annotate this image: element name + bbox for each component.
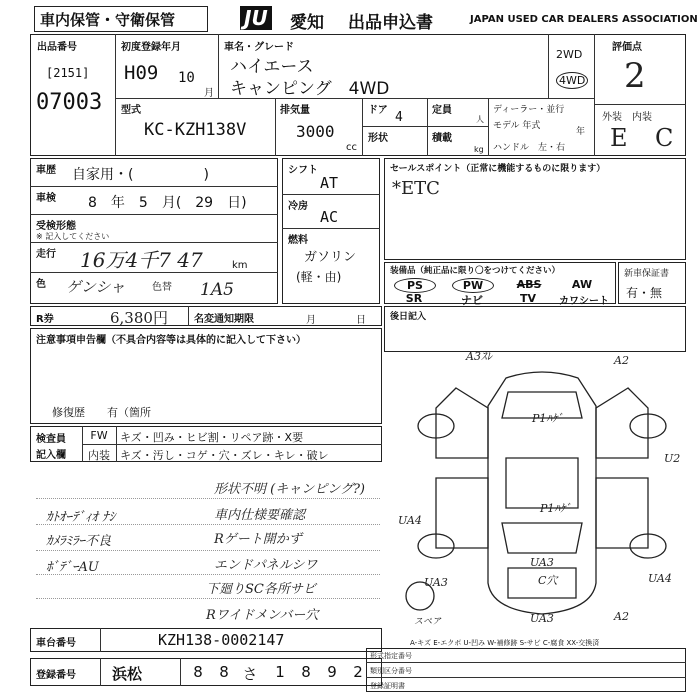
mark-ua4-right: UA4 [648,572,672,585]
mileage-value: 16万4千7 47 [80,248,203,272]
model-value: KC-KZH138V [144,120,247,140]
equip-ps: PS [394,278,436,293]
inspection-label: 車検 [36,193,56,204]
capacity-label: 定員 [432,105,452,116]
selling-label: セールスポイント（正常に機能するものに限ります） [390,164,606,174]
reception-note: ※ 記入してください [36,232,110,241]
plate-digit-5: 9 [327,663,337,681]
equip-tv: TV [519,292,537,305]
inspection-value: 8 年 5 月( 29 日) [88,195,247,211]
color-label: 色 [36,279,46,290]
mark-c-hole: C穴 [538,574,558,587]
car-name-line2: キャンピング 4WD [230,79,390,99]
remark-right-1: 形状不明 (キャンピング?) [214,482,365,497]
dealer-parallel: ディーラー・並行 [493,105,565,115]
mark-p1-top: P1ﾊｹﾞ [532,412,563,425]
ac-value: AC [320,208,339,226]
shift-value: AT [320,174,339,192]
ext-int-label: 外装 内装 [602,112,652,123]
plate-digit-4: 8 [301,663,311,681]
transfer-day: 日 [356,315,366,326]
first-reg-month-unit: 月 [204,88,214,99]
fuel-value: ガソリン [304,250,357,265]
car-name-line1: ハイエース [230,57,314,77]
lot-label: 出品番号 [37,42,77,53]
load-unit: kg [474,145,484,154]
checker-entry-label: 記入欄 [36,450,66,461]
check-row2-head: 内装 [88,449,110,462]
cert-reg-label: 登録証明書 [370,682,405,690]
mark-a3: A3ｽﾚ [466,350,492,363]
equipment-label: 装備品（純正品に限り〇をつけてください） [390,266,561,276]
shift-label: シフト [288,165,318,176]
r-ticket-label: R券 [36,314,54,325]
first-reg-month: 10 [178,70,195,86]
mark-ua4-left: UA4 [398,514,422,527]
transfer-month: 月 [306,315,316,326]
later-box [384,306,686,352]
doors-label: ドア [368,105,388,116]
check-row1-head: FW [90,429,108,442]
mileage-unit: km [232,260,248,271]
cert-class-label: 類別区分番号 [370,667,412,675]
fuel-options: (軽・由) [296,270,342,284]
plate-digit-2: 8 [219,663,229,681]
equip-sr: SR [405,292,423,305]
mark-ua3-bottom: UA3 [530,612,554,625]
color-value: ゲンシャ [66,278,126,296]
displacement-unit: cc [346,142,357,153]
plate-digit-3: 1 [275,663,285,681]
mark-u2: U2 [664,452,681,465]
lot-code: [2151] [46,66,90,80]
cert-type-label: 形式指定番号 [370,652,412,660]
checker-label: 検査員 [36,434,66,445]
drive-2wd: 2WD [556,48,583,61]
selling-value: *ETC [392,178,440,199]
equip-aw: AW [571,278,593,291]
remark-right-6: Rワイドメンバー穴 [206,608,319,623]
mileage-label: 走行 [36,249,56,260]
remark-left-2: ｶﾒﾗﾐﾗｰ不良 [46,534,112,549]
cert-box [366,648,686,692]
car-name-label: 車名・グレード [224,42,294,53]
first-reg-year: H09 [124,62,159,84]
mark-ua3-left: UA3 [424,576,448,589]
remark-right-4: エンドパネルシワ [214,558,318,573]
lot-number: 07003 [36,90,103,115]
grade-label: 評価点 [612,42,642,53]
model-year-label: モデル 年式 [493,121,541,131]
later-label: 後日記入 [390,312,427,322]
warranty-label: 新車保証書 [624,269,670,279]
mark-a2-bottom: A2 [614,610,629,623]
r-ticket-value: 6,380円 [110,309,168,327]
check-row2: キズ・汚し・コゲ・穴・ズレ・キレ・破レ [120,449,329,462]
color-change-label: 色替 [152,282,172,293]
remark-right-3: Rゲート開かず [214,532,302,547]
mark-a2-top: A2 [614,354,629,367]
exterior-grade: E [610,124,628,152]
fuel-label: 燃料 [288,235,308,246]
reception-label: 受検形態 [36,221,76,232]
doors-value: 4 [395,110,403,125]
equip-abs: ABS [516,278,542,291]
displacement-value: 3000 [296,122,335,141]
interior-grade: C [655,124,674,152]
equip-seat: カワシート [559,296,609,307]
capacity-unit: 人 [476,115,484,124]
form-title: 出品申込書 [348,13,433,33]
remark-right-5: 下廻りSC各所サビ [206,582,316,597]
ju-logo: JU [240,6,272,30]
plate-label: 登録番号 [36,670,76,681]
load-label: 積載 [432,133,452,144]
equip-pw: PW [452,278,494,293]
remark-left-3: ﾎﾞﾃﾞｰAU [46,560,99,575]
association-name: JAPAN USED CAR DEALERS ASSOCIATION [470,14,698,25]
plate-digit-6: 2 [353,663,363,681]
grade-value: 2 [624,56,646,96]
car-diagram [396,348,688,640]
warranty-value: 有・無 [626,286,663,300]
chassis-label: 車台番号 [36,638,76,649]
handle-label: ハンドル 左・右 [493,143,566,153]
color-code: 1A5 [200,280,234,300]
mark-p1-mid: P1ﾊｹﾞ [540,502,571,515]
notes-label: 注意事項申告欄（不具合内容等は具体的に記入して下さい） [36,335,306,346]
first-reg-label: 初度登録年月 [121,42,181,53]
equip-navi: ナビ [461,294,483,307]
repair-history: 修復歴 有（箇所 [52,406,151,419]
aichi-label: 愛知 [290,13,324,33]
remark-left-1: ｶﾄｵｰﾃﾞｨｵ ﾅｼ [46,510,116,525]
storage-label: 車内保管・守衛保管 [40,11,176,29]
transfer-label: 名変通知期限 [194,314,254,325]
model-label: 型式 [121,105,141,116]
shape-label: 形状 [368,133,388,144]
chassis-value: KZH138-0002147 [158,631,285,649]
drive-4wd: 4WD [556,72,588,89]
displacement-label: 排気量 [280,105,310,116]
history-value: 自家用・( ) [72,167,209,183]
mark-ua3-center: UA3 [530,556,554,569]
ac-label: 冷房 [288,201,308,212]
model-year-unit: 年 [576,127,586,137]
check-row1: キズ・凹み・ヒビ割・リペア跡・X要 [120,431,304,444]
remark-right-2: 車内仕様要確認 [214,508,306,523]
history-label: 車歴 [36,165,56,176]
plate-digit-1: 8 [193,663,203,681]
plate-kana: さ [242,665,258,683]
mark-spare: スペア [414,617,442,627]
damage-legend: A-キズ E-エクボ U-凹み W-補修跡 S-サビ C-腐食 XX-交換済 [410,639,600,647]
plate-city: 浜松 [112,665,143,683]
